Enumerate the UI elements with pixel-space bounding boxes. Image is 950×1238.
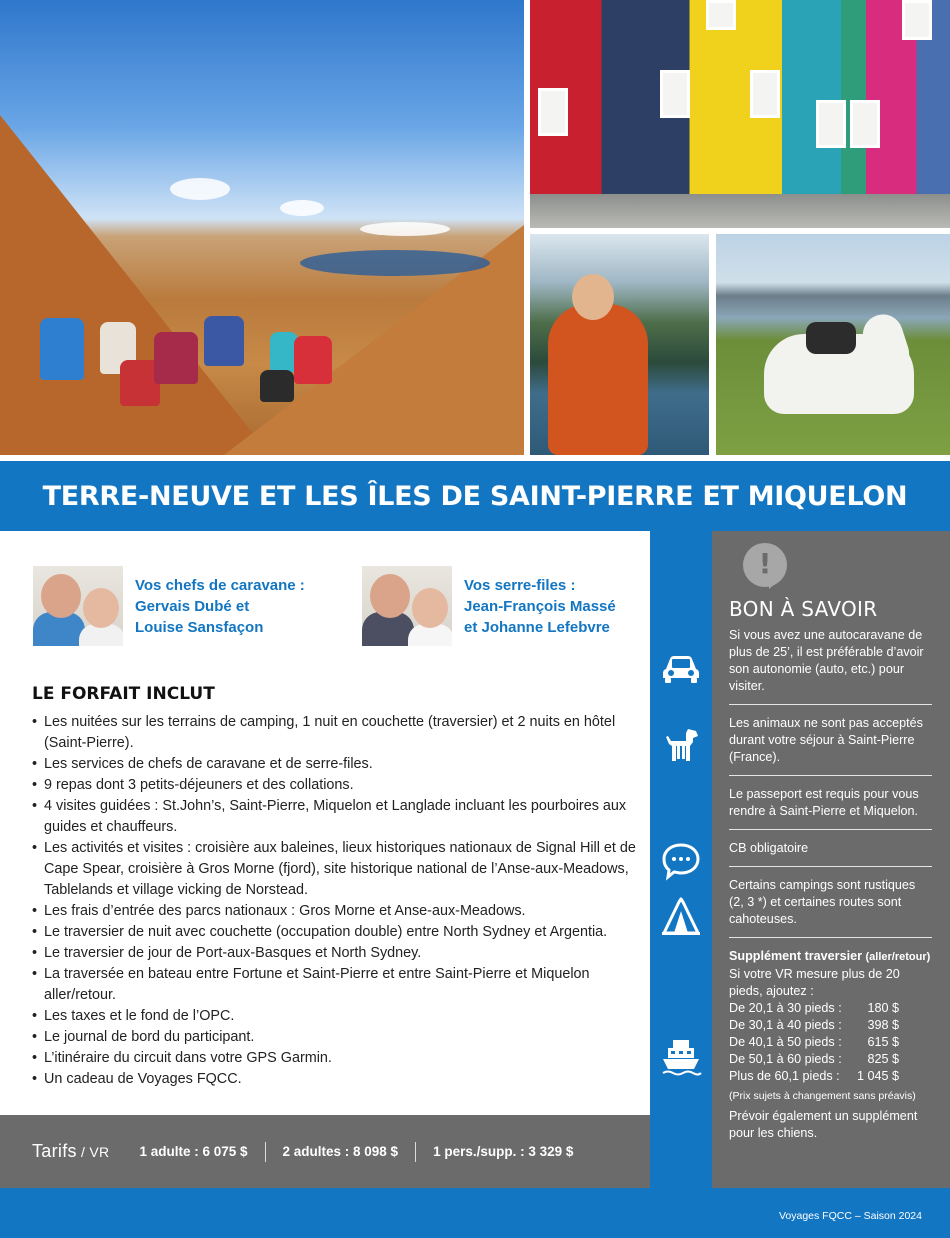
- list-item: • Les frais d’entrée des parcs nationaux : Gros Morne et Anse-aux-Meadows.: [32, 901, 642, 922]
- divider: [729, 937, 932, 938]
- divider: [729, 866, 932, 867]
- tarifs-label: Tarifs / VR: [32, 1141, 110, 1161]
- photo-colorful-houses: [530, 0, 950, 228]
- price-two-adults: 2 adultes : 8 098 $: [282, 1144, 399, 1159]
- photo-hikers-canyon: [0, 0, 524, 455]
- price-note: (Prix sujets à changement sans préavis): [729, 1090, 916, 1102]
- photo-horse-field: [716, 234, 950, 455]
- forfait-heading: LE FORFAIT INCLUT: [32, 684, 215, 704]
- dog-icon: [660, 725, 702, 765]
- supplement-row: Plus de 60,1 pieds : 1 045 $: [729, 1069, 899, 1083]
- list-item: • Le traversier de nuit avec couchette (occupation double) entre North Sydney et Argentia.: [32, 922, 642, 943]
- followers-name-2: et Johanne Lefebvre: [464, 619, 610, 636]
- leaders-name-1: Gervais Dubé et: [135, 598, 250, 615]
- title-band: [0, 461, 950, 531]
- icon-rail: [650, 531, 712, 1188]
- divider: [729, 704, 932, 705]
- list-item: • Les services de chefs de caravane et de serre-files.: [32, 754, 642, 775]
- supplement-row: De 50,1 à 60 pieds : 825 $: [729, 1052, 899, 1066]
- followers-heading: Vos serre-files :: [464, 577, 576, 594]
- list-item: • Les nuitées sur les terrains de camping, 1 nuit en couchette (traversier) et 2 nuits en hôtel (Saint-Pierre).: [32, 712, 642, 754]
- guide-followers: [362, 566, 616, 646]
- supplement-intro: Si votre VR mesure plus de 20 pieds, ajoutez :: [729, 967, 900, 998]
- supplement-title: Supplément traversier (aller/retour): [729, 949, 931, 963]
- ferry-icon: [660, 1037, 702, 1077]
- divider: [729, 829, 932, 830]
- supplement-row: De 40,1 à 50 pieds : 615 $: [729, 1035, 899, 1049]
- list-item: • La traversée en bateau entre Fortune et Saint-Pierre et entre Saint-Pierre et Miquelon aller/retour.: [32, 964, 642, 1006]
- supplement-row: De 30,1 à 40 pieds : 398 $: [729, 1018, 899, 1032]
- price-extra-person: 1 pers./supp. : 3 329 $: [433, 1144, 574, 1159]
- list-item: • L’itinéraire du circuit dans votre GPS Garmin.: [32, 1048, 642, 1069]
- leaders-heading: Vos chefs de caravane :: [135, 577, 305, 594]
- dog-supplement-note: Prévoir également un supplément pour les chiens.: [729, 1109, 918, 1140]
- page-title: TERRE-NEUVE ET LES ÎLES DE SAINT-PIERRE ET MIQUELON: [42, 480, 908, 512]
- bon-a-savoir-panel: [712, 531, 950, 1188]
- leaders-name-2: Louise Sansfaçon: [135, 619, 264, 636]
- savoir-item: Certains campings sont rustiques (2, 3 *) et certaines routes sont cahoteuses.: [729, 878, 916, 926]
- list-item: • Le traversier de jour de Port-aux-Basques et North Sydney.: [32, 943, 642, 964]
- savoir-item: Si vous avez une autocaravane de plus de 25’, il est préférable d’avoir son autonomie (auto, etc.) pour visiter.: [729, 628, 924, 693]
- tent-icon: [660, 897, 702, 937]
- guide-leaders: [33, 566, 305, 646]
- savoir-title: BON À SAVOIR: [729, 597, 878, 621]
- list-item: • Le journal de bord du participant.: [32, 1027, 642, 1048]
- list-item: • 4 visites guidées : St.John’s, Saint-Pierre, Miquelon et Langlade incluant les pourboires aux guides et chauffeurs.: [32, 796, 642, 838]
- chat-icon: [660, 841, 702, 881]
- footer-text: Voyages FQCC – Saison 2024: [778, 1210, 922, 1222]
- car-icon: [660, 647, 702, 687]
- list-item: • Les activités et visites : croisière aux baleines, lieux historiques nationaux de Signal Hill et de Cape Spear, croisière à Gros Morne (fjord), site historique national de l’Anse-aux-Meadows, Tablelands et village vicking de Norstead.: [32, 838, 642, 901]
- footer: [0, 1188, 950, 1238]
- list-item: • 9 repas dont 3 petits-déjeuners et des collations.: [32, 775, 642, 796]
- followers-photo: [362, 566, 452, 646]
- followers-name-1: Jean-François Massé: [464, 598, 616, 615]
- leaders-photo: [33, 566, 123, 646]
- main-content: [0, 531, 650, 1115]
- list-item: • Un cadeau de Voyages FQCC.: [32, 1069, 642, 1090]
- tarifs-bar: [0, 1115, 650, 1188]
- divider: [729, 775, 932, 776]
- savoir-item: Le passeport est requis pour vous rendre à Saint-Pierre et Miquelon.: [729, 787, 919, 818]
- alert-bubble-icon: !: [743, 543, 799, 593]
- savoir-item: CB obligatoire: [729, 841, 809, 855]
- forfait-list: [32, 712, 642, 1090]
- price-one-adult: 1 adulte : 6 075 $: [139, 1144, 248, 1159]
- supplement-row: De 20,1 à 30 pieds : 180 $: [729, 1001, 899, 1015]
- savoir-item: Les animaux ne sont pas acceptés durant votre séjour à Saint-Pierre (France).: [729, 716, 923, 764]
- photo-boat-fjord: [530, 234, 709, 455]
- list-item: • Les taxes et le fond de l’OPC.: [32, 1006, 642, 1027]
